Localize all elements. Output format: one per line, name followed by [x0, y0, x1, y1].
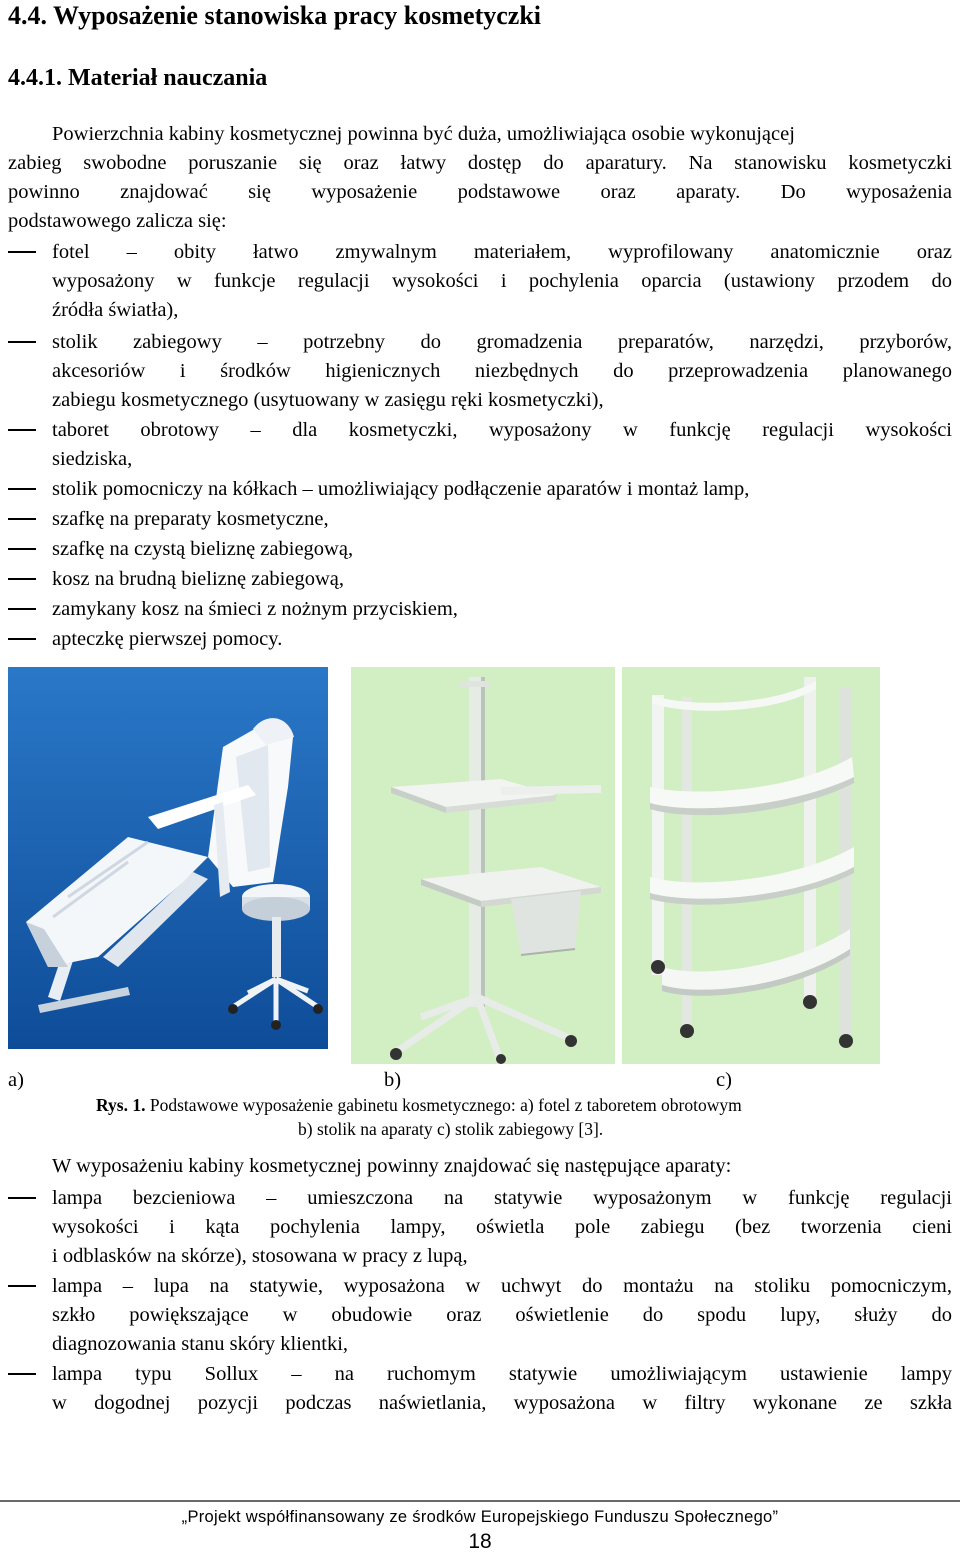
list-bullet — [8, 341, 36, 343]
list-item-line: apteczkę pierwszej pomocy. — [52, 628, 283, 650]
photo-device-trolley — [351, 667, 615, 1064]
figure-caption-continued: b) stolik na aparaty c) stolik zabiegowy [3]. — [298, 1119, 604, 1139]
list-item-line: wyposażony w funkcje regulacji wysokości i pochylenia oparcia (ustawiony przodem do — [52, 270, 952, 292]
list-item-line: stolik zabiegowy – potrzebny do gromadzenia preparatów, narzędzi, przyborów, — [52, 331, 952, 353]
list-item-line: szafkę na preparaty kosmetyczne, — [52, 508, 329, 530]
list-bullet — [8, 608, 36, 610]
figure-caption — [96, 1093, 742, 1117]
intro-line: Powierzchnia kabiny kosmetycznej powinna być duża, umożliwiająca osobie wykonującej — [52, 123, 795, 145]
list-bullet — [8, 578, 36, 580]
intro-line: powinno znajdować się wyposażenie podstawowe oraz aparaty. Do wyposażenia — [8, 181, 952, 203]
footer-rule — [0, 1500, 960, 1502]
list-item-line: wysokości i kąta pochylenia lampy, oświetla pole zabiegu (bez tworzenia cieni — [52, 1216, 952, 1238]
footer-project-note: „Projekt współfinansowany ze środków Europejskiego Funduszu Społecznego” — [181, 1508, 779, 1526]
list-item-line: i odblasków na skórze), stosowana w pracy z lupą, — [52, 1245, 468, 1267]
list-bullet — [8, 638, 36, 640]
list-bullet — [8, 429, 36, 431]
section-heading: 4.4. Wyposażenie stanowiska pracy kosmetyczki — [8, 1, 541, 30]
intro-line: zabieg swobodne poruszanie się oraz łatwy dostęp do aparatury. Na stanowisku kosmetyczki — [8, 152, 952, 174]
list-bullet — [8, 1373, 36, 1375]
list-item-line: lampa typu Sollux – na ruchomym statywie umożliwiającym ustawienie lampy — [52, 1363, 952, 1385]
figure-label-a: a) — [8, 1069, 24, 1091]
list-item-line: diagnozowania stanu skóry klientki, — [52, 1333, 349, 1355]
list-item-line: zamykany kosz na śmieci z nożnym przyciskiem, — [52, 598, 458, 620]
list-item-line: szkło powiększające w obudowie oraz oświetlenie do spodu lupy, służy do — [52, 1304, 952, 1326]
figure-caption-text: Podstawowe wyposażenie gabinetu kosmetycznego: a) fotel z taboretem obrotowym — [145, 1095, 742, 1115]
figure-caption-label: Rys. 1. — [96, 1095, 146, 1115]
list-item-line: w dogodnej pozycji podczas naświetlania, wyposażona w filtry wykonane ze szkła — [52, 1392, 952, 1414]
list-bullet — [8, 1285, 36, 1287]
list-item-line: taboret obrotowy – dla kosmetyczki, wyposażony w funkcję regulacji wysokości — [52, 419, 952, 441]
devices-intro: W wyposażeniu kabiny kosmetycznej powinny znajdować się następujące aparaty: — [52, 1155, 732, 1177]
list-item-line: lampa – lupa na statywie, wyposażona w uchwyt do montażu na stoliku pomocniczym, — [52, 1275, 952, 1297]
intro-line: podstawowego zalicza się: — [8, 210, 227, 232]
figure-label-b: b) — [384, 1069, 402, 1091]
list-bullet — [8, 1197, 36, 1199]
list-item-line: źródła światła), — [52, 299, 179, 321]
figure-label-c: c) — [716, 1069, 732, 1091]
list-item-line: lampa bezcieniowa – umieszczona na statywie wyposażonym w funkcję regulacji — [52, 1187, 952, 1209]
list-item-line: szafkę na czystą bieliznę zabiegową, — [52, 538, 354, 560]
list-item-line: akcesoriów i środków higienicznych niezbędnych do przeprowadzenia planowanego — [52, 360, 952, 382]
list-item-line: zabiegu kosmetycznego (usytuowany w zasięgu ręki kosmetyczki), — [52, 389, 604, 411]
list-item-line: fotel – obity łatwo zmywalnym materiałem, wyprofilowany anatomicznie oraz — [52, 241, 952, 263]
list-item-line: stolik pomocniczy na kółkach – umożliwiający podłączenie aparatów i montaż lamp, — [52, 478, 750, 500]
list-bullet — [8, 548, 36, 550]
list-bullet — [8, 518, 36, 520]
list-item-line: siedziska, — [52, 448, 133, 470]
photo-treatment-trolley — [622, 667, 880, 1064]
subsection-heading: 4.4.1. Materiał nauczania — [8, 65, 268, 91]
list-bullet — [8, 251, 36, 253]
page-number: 18 — [468, 1530, 492, 1553]
list-item-line: kosz na brudną bieliznę zabiegową, — [52, 568, 345, 590]
photo-cosmetic-chair — [8, 667, 328, 1049]
list-bullet — [8, 488, 36, 490]
